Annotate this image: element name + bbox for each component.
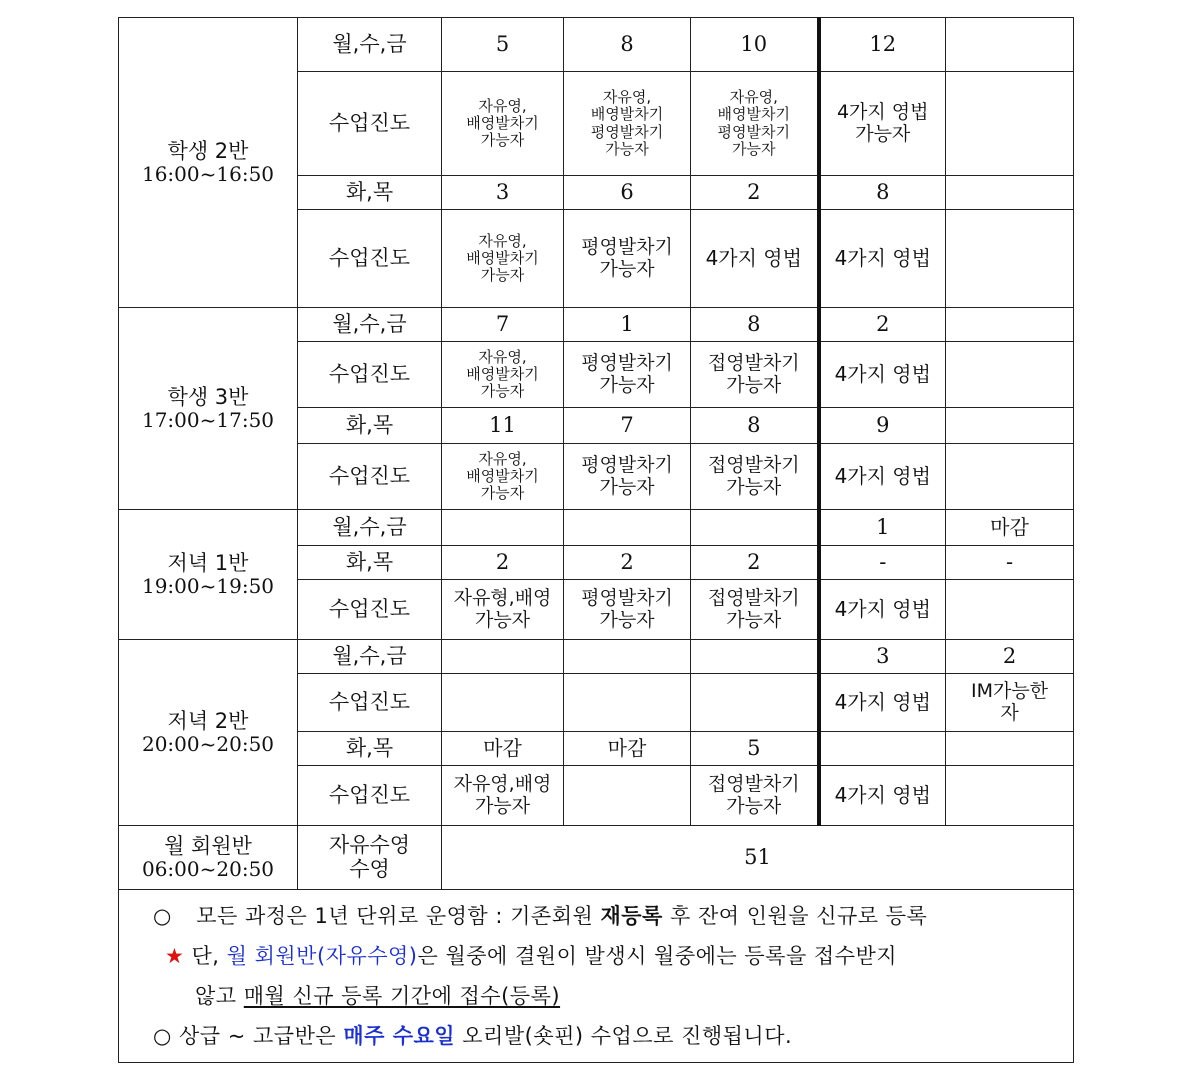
day-label: 화,목 — [298, 546, 442, 580]
value-cell: 4가지 영법 — [819, 766, 946, 826]
value-cell: 12 — [819, 18, 946, 72]
value-cell: 10 — [691, 18, 819, 72]
note-blue: 매주 수요일 — [343, 1024, 456, 1048]
value-cell: 자유영, 배영발차기 가능자 — [442, 72, 564, 176]
value-cell — [946, 72, 1074, 176]
value-cell: 4가지 영법 가능자 — [819, 72, 946, 176]
note-line-2 — [133, 936, 1059, 976]
schedule-row — [119, 18, 1074, 72]
value-cell: 4가지 영법 — [691, 210, 819, 308]
value-cell: 2 — [819, 308, 946, 342]
value-cell: 11 — [442, 408, 564, 444]
note-text: 모든 과정은 1년 단위로 운영함 : 기존회원 — [196, 904, 601, 928]
note-text: 은 월중에 결원이 발생시 월중에는 등록을 접수받지 — [417, 944, 898, 968]
value-cell: 4가지 영법 — [819, 674, 946, 732]
value-cell: 자유영, 배영발차기 평영발차기 가능자 — [691, 72, 819, 176]
value-cell: 4가지 영법 — [819, 342, 946, 408]
value-cell: 접영발차기 가능자 — [691, 342, 819, 408]
value-cell: 8 — [819, 176, 946, 210]
value-cell: 접영발차기 가능자 — [691, 580, 819, 640]
group-time: 17:00~17:50 — [141, 408, 275, 433]
value-cell — [564, 674, 691, 732]
notes-row — [119, 890, 1074, 1063]
group-time: 19:00~19:50 — [141, 574, 275, 599]
value-cell: 2 — [691, 546, 819, 580]
value-cell: 8 — [691, 308, 819, 342]
value-cell: 7 — [564, 408, 691, 444]
value-cell: 마감 — [564, 732, 691, 766]
value-cell — [946, 408, 1074, 444]
group-cell — [119, 640, 298, 826]
value-cell — [442, 510, 564, 546]
progress-label: 수업진도 — [298, 444, 442, 510]
value-cell: 자유형,배영 가능자 — [442, 580, 564, 640]
value-cell — [946, 210, 1074, 308]
value-cell: 2 — [691, 176, 819, 210]
value-cell — [946, 308, 1074, 342]
value-cell: 평영발차기 가능자 — [564, 444, 691, 510]
value-cell: 3 — [819, 640, 946, 674]
group-name: 학생 2반 — [167, 138, 249, 163]
value-cell — [946, 444, 1074, 510]
value-cell: 1 — [819, 510, 946, 546]
value-cell: 8 — [691, 408, 819, 444]
value-cell: IM가능한 자 — [946, 674, 1074, 732]
group-name: 저녁 2반 — [167, 708, 249, 733]
schedule-row — [119, 640, 1074, 674]
value-cell — [442, 674, 564, 732]
value-cell: 2 — [946, 640, 1074, 674]
value-cell — [946, 580, 1074, 640]
value-cell — [946, 176, 1074, 210]
value-cell: - — [819, 546, 946, 580]
value-cell: 5 — [691, 732, 819, 766]
note-text: 않고 — [195, 984, 244, 1008]
value-cell — [946, 342, 1074, 408]
day-label: 화,목 — [298, 408, 442, 444]
group-cell — [119, 510, 298, 640]
group-name: 월 회원반 — [164, 833, 252, 858]
monthly-value: 51 — [442, 826, 1074, 890]
value-cell: 평영발차기 가능자 — [564, 580, 691, 640]
day-label: 월,수,금 — [298, 18, 442, 72]
value-cell: 6 — [564, 176, 691, 210]
value-cell — [819, 732, 946, 766]
day-label: 화,목 — [298, 176, 442, 210]
notes-cell — [119, 890, 1074, 1063]
group-cell — [119, 18, 298, 308]
value-cell: 8 — [564, 18, 691, 72]
value-cell: 3 — [442, 176, 564, 210]
schedule-sheet — [118, 17, 1073, 1048]
value-cell: 마감 — [946, 510, 1074, 546]
day-label: 월,수,금 — [298, 510, 442, 546]
bullet-icon: ○ — [153, 1024, 172, 1048]
day-label: 화,목 — [298, 732, 442, 766]
value-cell — [564, 510, 691, 546]
value-cell: 자유영, 배영발차기 가능자 — [442, 444, 564, 510]
group-name: 저녁 1반 — [167, 550, 249, 575]
value-cell: 4가지 영법 — [819, 210, 946, 308]
value-cell — [691, 640, 819, 674]
value-cell: 2 — [564, 546, 691, 580]
value-cell: 자유영, 배영발차기 평영발차기 가능자 — [564, 72, 691, 176]
value-cell — [691, 510, 819, 546]
note-line-3 — [133, 976, 1059, 1016]
monthly-label: 자유수영 수영 — [298, 826, 442, 890]
value-cell: 접영발차기 가능자 — [691, 766, 819, 826]
group-time: 20:00~20:50 — [141, 732, 275, 757]
value-cell: 1 — [564, 308, 691, 342]
value-cell: 자유영, 배영발차기 가능자 — [442, 342, 564, 408]
value-cell: 자유영,배영 가능자 — [442, 766, 564, 826]
note-text: 단, — [184, 944, 227, 968]
value-cell — [946, 766, 1074, 826]
value-cell: - — [946, 546, 1074, 580]
value-cell: 접영발차기 가능자 — [691, 444, 819, 510]
progress-label: 수업진도 — [298, 210, 442, 308]
group-name: 학생 3반 — [167, 384, 249, 409]
day-label: 월,수,금 — [298, 640, 442, 674]
value-cell: 9 — [819, 408, 946, 444]
day-label: 월,수,금 — [298, 308, 442, 342]
progress-label: 수업진도 — [298, 766, 442, 826]
note-text: 오리발(숏핀) 수업으로 진행됩니다. — [455, 1024, 793, 1048]
note-line-1 — [133, 896, 1059, 936]
group-time: 16:00~16:50 — [141, 162, 275, 187]
note-underline: 매월 신규 등록 기간에 접수(등록) — [243, 984, 561, 1008]
value-cell: 5 — [442, 18, 564, 72]
value-cell — [442, 640, 564, 674]
bullet-icon: ○ — [153, 904, 172, 928]
value-cell: 2 — [442, 546, 564, 580]
value-cell: 평영발차기 가능자 — [564, 210, 691, 308]
progress-label: 수업진도 — [298, 674, 442, 732]
schedule-table — [118, 17, 1074, 1063]
progress-label: 수업진도 — [298, 580, 442, 640]
schedule-row — [119, 308, 1074, 342]
note-text: 상급 ~ 고급반은 — [171, 1024, 344, 1048]
value-cell: 4가지 영법 — [819, 444, 946, 510]
note-bold: 재등록 — [600, 904, 663, 928]
value-cell: 7 — [442, 308, 564, 342]
group-time: 06:00~20:50 — [141, 857, 275, 882]
value-cell: 평영발차기 가능자 — [564, 342, 691, 408]
group-cell-monthly — [119, 826, 298, 890]
value-cell — [691, 674, 819, 732]
note-line-4 — [133, 1016, 1059, 1056]
value-cell: 4가지 영법 — [819, 580, 946, 640]
value-cell — [946, 732, 1074, 766]
star-icon: ★ — [165, 944, 185, 968]
progress-label: 수업진도 — [298, 72, 442, 176]
value-cell — [946, 18, 1074, 72]
note-text: 후 잔여 인원을 신규로 등록 — [662, 904, 928, 928]
value-cell: 마감 — [442, 732, 564, 766]
value-cell: 자유영, 배영발차기 가능자 — [442, 210, 564, 308]
value-cell — [564, 640, 691, 674]
note-blue: 월 회원반(자유수영) — [226, 944, 418, 968]
value-cell — [564, 766, 691, 826]
group-cell — [119, 308, 298, 510]
progress-label: 수업진도 — [298, 342, 442, 408]
schedule-row — [119, 510, 1074, 546]
monthly-row — [119, 826, 1074, 890]
